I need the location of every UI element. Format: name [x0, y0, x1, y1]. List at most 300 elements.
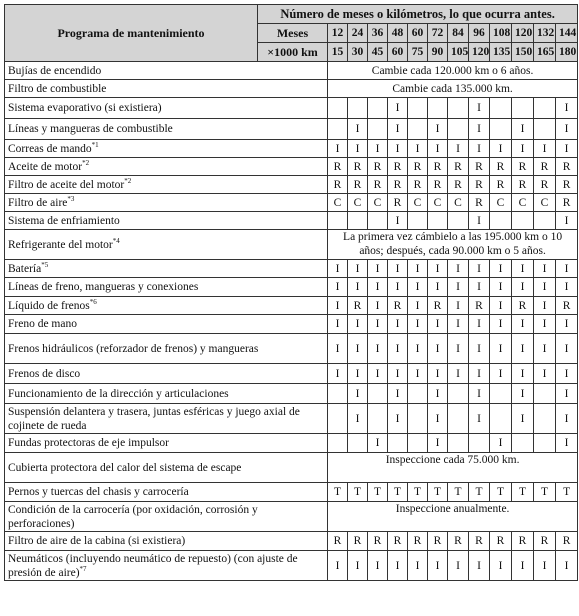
footnote-marker: *2 — [82, 158, 90, 167]
service-cell — [512, 434, 534, 453]
service-cell: I — [556, 119, 578, 140]
service-cell: I — [408, 297, 428, 315]
service-cell: I — [512, 278, 534, 297]
service-cell: C — [408, 194, 428, 212]
table-row — [5, 551, 578, 581]
service-cell: R — [408, 158, 428, 176]
service-cell — [448, 404, 469, 434]
service-cell: R — [469, 194, 490, 212]
item-text: Condición de la carrocería (por oxidación, corrosión y perforaciones) — [8, 503, 258, 530]
maintenance-item-label — [5, 194, 328, 212]
maintenance-item-label — [5, 212, 328, 230]
months-header-cell: 120 — [512, 24, 534, 43]
service-cell: I — [534, 334, 556, 364]
service-cell: R — [448, 158, 469, 176]
service-cell: I — [556, 404, 578, 434]
km-header-cell: 45 — [368, 43, 388, 62]
service-cell: I — [448, 260, 469, 278]
service-cell: I — [534, 297, 556, 315]
service-cell: I — [348, 260, 368, 278]
service-cell: R — [368, 176, 388, 194]
footnote-marker: *2 — [124, 176, 132, 185]
service-cell — [348, 434, 368, 453]
service-cell: R — [490, 176, 512, 194]
service-cell — [408, 384, 428, 404]
item-text: Sistema evaporativo (si existiera) — [8, 102, 162, 114]
service-cell: C — [490, 194, 512, 212]
service-cell: I — [469, 551, 490, 581]
service-cell: I — [408, 551, 428, 581]
service-cell: R — [328, 158, 348, 176]
service-cell — [368, 404, 388, 434]
service-cell — [368, 119, 388, 140]
service-cell — [428, 212, 448, 230]
item-text: Líneas y mangueras de combustible — [8, 123, 173, 135]
service-cell — [534, 384, 556, 404]
service-cell — [490, 384, 512, 404]
interval-note: Inspeccione anualmente. — [328, 502, 578, 532]
service-cell: I — [388, 212, 408, 230]
service-cell: I — [469, 98, 490, 119]
service-cell: I — [512, 364, 534, 384]
service-cell: I — [469, 278, 490, 297]
service-cell: I — [428, 551, 448, 581]
service-cell: I — [348, 551, 368, 581]
service-cell: R — [556, 176, 578, 194]
service-cell: I — [328, 364, 348, 384]
table-row — [5, 62, 578, 80]
service-cell: I — [490, 278, 512, 297]
service-cell: T — [388, 483, 408, 502]
service-cell: I — [469, 212, 490, 230]
table-row — [5, 483, 578, 502]
service-cell: I — [490, 140, 512, 158]
table-row — [5, 434, 578, 453]
item-text: Batería — [8, 262, 42, 275]
program-column-header: Programa de mantenimiento — [5, 5, 258, 62]
service-cell: R — [556, 532, 578, 551]
service-cell: R — [556, 158, 578, 176]
service-cell: I — [469, 364, 490, 384]
service-cell: R — [428, 176, 448, 194]
table-row — [5, 80, 578, 98]
service-cell: R — [534, 176, 556, 194]
maintenance-item-label — [5, 334, 328, 364]
item-text: Filtro de combustible — [8, 82, 107, 95]
km-header-cell: 30 — [348, 43, 368, 62]
service-cell — [512, 98, 534, 119]
service-cell — [448, 434, 469, 453]
service-cell — [328, 119, 348, 140]
table-row — [5, 194, 578, 212]
service-cell — [368, 212, 388, 230]
service-cell: R — [490, 158, 512, 176]
service-cell — [368, 98, 388, 119]
table-row — [5, 334, 578, 364]
service-cell: I — [368, 260, 388, 278]
table-title: Número de meses o kilómetros, lo que ocurra antes. — [258, 5, 578, 24]
service-cell — [328, 434, 348, 453]
service-cell — [328, 384, 348, 404]
months-header-cell: 48 — [388, 24, 408, 43]
service-cell: I — [388, 140, 408, 158]
table-row — [5, 260, 578, 278]
maintenance-item-label — [5, 453, 328, 483]
service-cell: I — [428, 384, 448, 404]
service-cell: I — [448, 297, 469, 315]
service-cell: R — [368, 158, 388, 176]
service-cell: I — [490, 434, 512, 453]
service-cell — [328, 98, 348, 119]
service-cell: R — [469, 297, 490, 315]
service-cell: I — [328, 551, 348, 581]
maintenance-item-label — [5, 62, 328, 80]
service-cell: T — [490, 483, 512, 502]
service-cell: I — [348, 315, 368, 334]
table-row — [5, 364, 578, 384]
service-cell: T — [348, 483, 368, 502]
service-cell: R — [512, 297, 534, 315]
km-label: ×1000 km — [258, 43, 328, 62]
item-text: Cubierta protectora del calor del sistema de escape — [8, 461, 242, 474]
item-text: Líneas de freno, mangueras y conexiones — [8, 281, 199, 293]
service-cell: R — [469, 158, 490, 176]
service-cell: I — [328, 297, 348, 315]
footnote-marker: *1 — [91, 140, 99, 149]
service-cell: C — [328, 194, 348, 212]
service-cell: I — [512, 119, 534, 140]
interval-note: Cambie cada 135.000 km. — [328, 80, 578, 98]
service-cell: I — [348, 384, 368, 404]
service-cell: I — [556, 551, 578, 581]
service-cell: I — [368, 315, 388, 334]
service-cell: R — [348, 176, 368, 194]
service-cell: R — [448, 532, 469, 551]
service-cell — [490, 212, 512, 230]
months-header-cell: 36 — [368, 24, 388, 43]
maintenance-item-label — [5, 404, 328, 434]
service-cell: I — [428, 278, 448, 297]
km-header-cell: 60 — [388, 43, 408, 62]
service-cell: I — [408, 364, 428, 384]
service-cell: I — [534, 260, 556, 278]
maintenance-item-label — [5, 483, 328, 502]
service-cell — [328, 404, 348, 434]
item-text: Bujías de encendido — [8, 64, 102, 77]
service-cell: I — [328, 140, 348, 158]
service-cell: I — [490, 551, 512, 581]
item-text: Fundas protectoras de eje impulsor — [8, 437, 169, 449]
service-cell: R — [348, 532, 368, 551]
service-cell: I — [388, 260, 408, 278]
table-body — [5, 62, 578, 581]
service-cell: I — [428, 434, 448, 453]
service-cell: I — [328, 260, 348, 278]
service-cell: R — [328, 532, 348, 551]
service-cell: I — [348, 334, 368, 364]
service-cell: R — [469, 176, 490, 194]
item-text: Neumáticos (incluyendo neumático de repuesto) (con ajuste de presión de aire) — [8, 552, 298, 579]
service-cell — [368, 384, 388, 404]
item-text: Aceite de motor — [8, 160, 83, 173]
km-header-cell: 150 — [512, 43, 534, 62]
service-cell: R — [328, 176, 348, 194]
km-header-cell: 135 — [490, 43, 512, 62]
service-cell: I — [512, 551, 534, 581]
service-cell: R — [469, 532, 490, 551]
service-cell: I — [428, 334, 448, 364]
service-cell: R — [408, 532, 428, 551]
service-cell: I — [469, 384, 490, 404]
service-cell: C — [348, 194, 368, 212]
service-cell: I — [469, 140, 490, 158]
item-text: Freno de mano — [8, 318, 77, 330]
service-cell: I — [448, 315, 469, 334]
service-cell: T — [512, 483, 534, 502]
months-label: Meses — [258, 24, 328, 43]
service-cell: I — [490, 315, 512, 334]
maintenance-item-label — [5, 140, 328, 158]
service-cell: I — [368, 434, 388, 453]
service-cell: T — [556, 483, 578, 502]
maintenance-item-label — [5, 297, 328, 315]
service-cell: I — [328, 334, 348, 364]
service-cell — [328, 212, 348, 230]
service-cell: R — [512, 532, 534, 551]
maintenance-schedule-table — [4, 4, 578, 581]
interval-note: Cambie cada 120.000 km o 6 años. — [328, 62, 578, 80]
item-text: Frenos de disco — [8, 367, 81, 380]
service-cell: I — [556, 140, 578, 158]
service-cell: I — [368, 278, 388, 297]
table-row — [5, 315, 578, 334]
service-cell: C — [534, 194, 556, 212]
service-cell: R — [490, 532, 512, 551]
table-row — [5, 384, 578, 404]
service-cell: C — [428, 194, 448, 212]
service-cell: R — [348, 158, 368, 176]
table-row — [5, 404, 578, 434]
service-cell: I — [556, 334, 578, 364]
footnote-marker: *7 — [79, 564, 87, 573]
service-cell: I — [348, 404, 368, 434]
maintenance-item-label — [5, 434, 328, 453]
service-cell: I — [556, 364, 578, 384]
service-cell — [408, 98, 428, 119]
service-cell: I — [512, 315, 534, 334]
service-cell: I — [428, 140, 448, 158]
service-cell: I — [428, 119, 448, 140]
service-cell: I — [556, 212, 578, 230]
service-cell: I — [388, 98, 408, 119]
km-header-cell: 75 — [408, 43, 428, 62]
maintenance-item-label — [5, 502, 328, 532]
service-cell: I — [388, 278, 408, 297]
service-cell: T — [408, 483, 428, 502]
service-cell: I — [448, 140, 469, 158]
maintenance-item-label — [5, 80, 328, 98]
table-header — [5, 5, 578, 62]
service-cell — [388, 434, 408, 453]
service-cell — [408, 212, 428, 230]
service-cell: I — [490, 297, 512, 315]
km-header-cell: 105 — [448, 43, 469, 62]
service-cell: I — [534, 364, 556, 384]
service-cell: I — [348, 119, 368, 140]
service-cell: R — [388, 194, 408, 212]
service-cell: R — [388, 158, 408, 176]
service-cell: I — [388, 364, 408, 384]
service-cell: I — [368, 364, 388, 384]
table-row — [5, 212, 578, 230]
service-cell: I — [428, 315, 448, 334]
interval-note: La primera vez cámbielo a las 195.000 km o 10 años; después, cada 90.000 km o 5 años. — [328, 230, 578, 260]
service-cell — [534, 212, 556, 230]
service-cell: I — [388, 315, 408, 334]
service-cell: I — [408, 278, 428, 297]
service-cell: I — [428, 260, 448, 278]
service-cell — [408, 434, 428, 453]
km-header-cell: 120 — [469, 43, 490, 62]
service-cell: I — [328, 315, 348, 334]
footnote-marker: *3 — [67, 194, 75, 203]
item-text: Filtro de aceite del motor — [8, 178, 125, 191]
service-cell: I — [556, 260, 578, 278]
service-cell — [534, 434, 556, 453]
service-cell: I — [388, 119, 408, 140]
item-text: Pernos y tuercas del chasis y carrocería — [8, 486, 189, 498]
service-cell — [490, 98, 512, 119]
table-row — [5, 532, 578, 551]
service-cell: I — [368, 551, 388, 581]
table-row — [5, 502, 578, 532]
service-cell: I — [469, 334, 490, 364]
service-cell: I — [534, 140, 556, 158]
table-row — [5, 98, 578, 119]
footnote-marker: *6 — [89, 297, 97, 306]
service-cell: I — [556, 384, 578, 404]
service-cell — [408, 404, 428, 434]
service-cell: I — [368, 334, 388, 364]
service-cell — [534, 404, 556, 434]
service-cell: I — [428, 364, 448, 384]
service-cell: T — [448, 483, 469, 502]
service-cell — [448, 119, 469, 140]
service-cell: I — [512, 334, 534, 364]
item-text: Funcionamiento de la dirección y articulaciones — [8, 387, 229, 400]
service-cell: C — [448, 194, 469, 212]
service-cell — [490, 119, 512, 140]
km-header-cell: 165 — [534, 43, 556, 62]
service-cell: T — [534, 483, 556, 502]
months-header-cell: 96 — [469, 24, 490, 43]
service-cell: T — [469, 483, 490, 502]
item-text: Refrigerante del motor — [8, 238, 113, 251]
maintenance-item-label — [5, 532, 328, 551]
service-cell: T — [428, 483, 448, 502]
service-cell — [469, 434, 490, 453]
service-cell — [534, 98, 556, 119]
service-cell — [534, 119, 556, 140]
km-header-cell: 15 — [328, 43, 348, 62]
months-header-cell: 60 — [408, 24, 428, 43]
item-text: Correas de mando — [8, 142, 92, 155]
service-cell — [448, 212, 469, 230]
service-cell: R — [388, 176, 408, 194]
table-row — [5, 278, 578, 297]
km-header-cell: 90 — [428, 43, 448, 62]
service-cell: R — [512, 176, 534, 194]
months-header-cell: 24 — [348, 24, 368, 43]
service-cell: I — [556, 434, 578, 453]
months-header-cell: 144 — [556, 24, 578, 43]
service-cell: I — [408, 315, 428, 334]
service-cell: I — [469, 404, 490, 434]
service-cell: I — [448, 334, 469, 364]
service-cell: I — [388, 384, 408, 404]
service-cell: R — [388, 532, 408, 551]
table-row — [5, 453, 578, 483]
service-cell — [490, 404, 512, 434]
service-cell: I — [408, 334, 428, 364]
maintenance-item-label — [5, 260, 328, 278]
service-cell: C — [368, 194, 388, 212]
table-row — [5, 140, 578, 158]
footnote-marker: *5 — [41, 260, 49, 269]
service-cell: R — [534, 158, 556, 176]
maintenance-item-label — [5, 278, 328, 297]
maintenance-item-label — [5, 384, 328, 404]
footnote-marker: *4 — [112, 236, 120, 245]
service-cell: I — [388, 551, 408, 581]
service-cell: I — [388, 334, 408, 364]
maintenance-item-label — [5, 551, 328, 581]
service-cell — [428, 98, 448, 119]
service-cell: T — [368, 483, 388, 502]
service-cell: I — [490, 260, 512, 278]
service-cell: I — [448, 278, 469, 297]
service-cell: I — [490, 334, 512, 364]
service-cell — [408, 119, 428, 140]
service-cell: R — [428, 297, 448, 315]
table-row — [5, 230, 578, 260]
maintenance-item-label — [5, 158, 328, 176]
service-cell — [512, 212, 534, 230]
service-cell: I — [448, 364, 469, 384]
service-cell: I — [348, 278, 368, 297]
service-cell: C — [512, 194, 534, 212]
item-text: Sistema de enfriamiento — [8, 214, 120, 227]
maintenance-item-label — [5, 119, 328, 140]
km-header-cell: 180 — [556, 43, 578, 62]
service-cell: T — [328, 483, 348, 502]
service-cell: R — [428, 158, 448, 176]
table-row — [5, 176, 578, 194]
service-cell: R — [556, 194, 578, 212]
maintenance-item-label — [5, 98, 328, 119]
service-cell: I — [469, 315, 490, 334]
service-cell: R — [368, 532, 388, 551]
service-cell: I — [408, 140, 428, 158]
item-text: Suspensión delantera y trasera, juntas esféricas y juego axial de cojinete de rueda — [8, 405, 300, 432]
service-cell: I — [348, 140, 368, 158]
service-cell: I — [556, 315, 578, 334]
service-cell: I — [512, 384, 534, 404]
service-cell: I — [512, 404, 534, 434]
table-row — [5, 297, 578, 315]
service-cell: I — [469, 119, 490, 140]
service-cell: I — [534, 278, 556, 297]
